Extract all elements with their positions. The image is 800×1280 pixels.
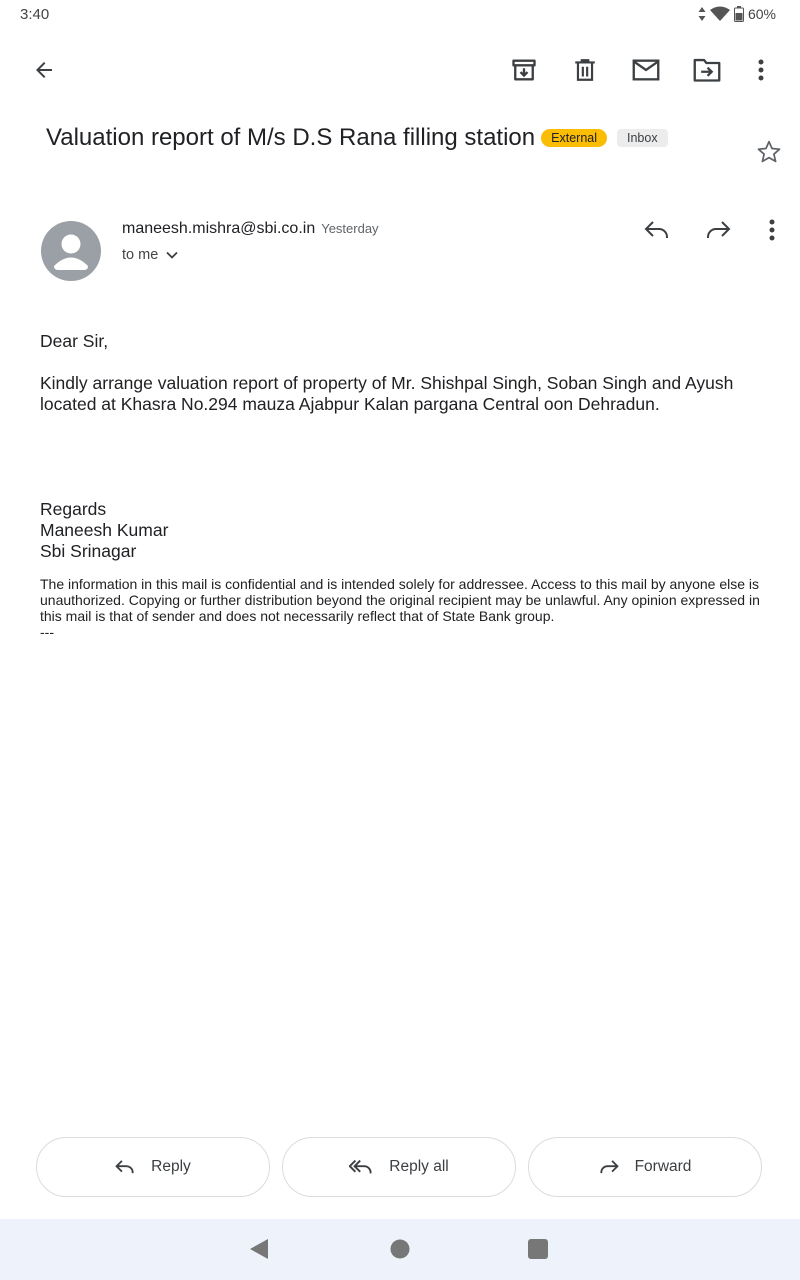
nav-back-button[interactable] xyxy=(235,1225,283,1273)
status-icons xyxy=(698,6,776,22)
email-disclaimer: The information in this mail is confidential and is intended solely for addressee. Access to this mail by anyone else is unauthorized. Copying or further distribution beyond the original recipient may be unlawful. Any opinion expressed in this mail is that of sender and does not necessarily reflect that of State Bank group. xyxy=(40,576,760,624)
data-arrows-icon xyxy=(698,7,706,21)
email-subject-row xyxy=(46,124,668,152)
forward-icon xyxy=(599,1159,619,1175)
forward-button-label: Forward xyxy=(634,1158,692,1175)
sender-avatar[interactable] xyxy=(41,221,101,281)
email-subject: Valuation report of M/s D.S Rana filling station xyxy=(46,124,536,151)
delete-button[interactable] xyxy=(561,46,609,94)
signature-line-1: Regards xyxy=(40,499,107,519)
reply-all-icon xyxy=(349,1159,373,1175)
reply-icon xyxy=(115,1159,135,1175)
move-to-icon xyxy=(693,57,721,83)
mark-unread-button[interactable] xyxy=(622,46,670,94)
reply-button-label: Reply xyxy=(151,1158,191,1175)
battery-percent: 60% xyxy=(747,6,776,22)
back-arrow-icon xyxy=(32,58,56,82)
back-button[interactable] xyxy=(20,46,68,94)
move-to-button[interactable] xyxy=(683,46,731,94)
spacer xyxy=(40,415,770,499)
status-time: 3:40 xyxy=(20,6,50,23)
forward-icon xyxy=(705,220,731,240)
inbox-label[interactable]: Inbox xyxy=(617,129,668,147)
reply-icon-button[interactable] xyxy=(633,206,681,254)
reply-button[interactable] xyxy=(36,1137,270,1197)
chevron-down-icon xyxy=(166,251,178,259)
star-button[interactable] xyxy=(745,128,793,176)
system-nav-bar xyxy=(0,1219,800,1280)
more-vert-icon xyxy=(769,218,775,242)
reply-all-button-label: Reply all xyxy=(389,1158,449,1175)
nav-recents-icon xyxy=(528,1239,548,1259)
archive-button[interactable] xyxy=(500,46,548,94)
email-body xyxy=(40,331,770,640)
sender-address[interactable]: maneesh.mishra@sbi.co.in xyxy=(122,220,316,237)
nav-back-icon xyxy=(249,1238,269,1260)
more-vert-icon xyxy=(758,58,764,82)
email-separator: --- xyxy=(40,624,54,640)
email-greeting: Dear Sir, xyxy=(40,331,109,351)
archive-icon xyxy=(510,56,538,84)
more-options-button[interactable] xyxy=(737,46,785,94)
reply-all-button[interactable] xyxy=(282,1137,516,1197)
reply-icon xyxy=(644,220,670,240)
email-date: Yesterday xyxy=(321,221,379,236)
forward-button[interactable] xyxy=(528,1137,762,1197)
external-badge: External xyxy=(541,129,607,147)
person-icon xyxy=(41,221,101,281)
trash-icon xyxy=(572,56,598,84)
recipient-details-toggle[interactable] xyxy=(122,247,178,263)
signature-line-3: Sbi Srinagar xyxy=(40,541,137,561)
battery-icon xyxy=(734,6,744,22)
wifi-icon xyxy=(710,6,730,22)
message-more-button[interactable] xyxy=(748,206,796,254)
nav-home-button[interactable] xyxy=(376,1225,424,1273)
forward-icon-button[interactable] xyxy=(694,206,742,254)
recipient-label: to me xyxy=(122,247,159,263)
signature-line-2: Maneesh Kumar xyxy=(40,520,169,540)
nav-home-icon xyxy=(390,1239,410,1259)
nav-recents-button[interactable] xyxy=(514,1225,562,1273)
email-paragraph: Kindly arrange valuation report of property of Mr. Shishpal Singh, Soban Singh and Ayush located at Khasra No.294 mauza Ajabpur Kalan pargana Central oon Dehradun. xyxy=(40,373,734,414)
star-icon xyxy=(756,139,782,165)
sender-line xyxy=(122,220,379,238)
mail-icon xyxy=(632,58,660,82)
